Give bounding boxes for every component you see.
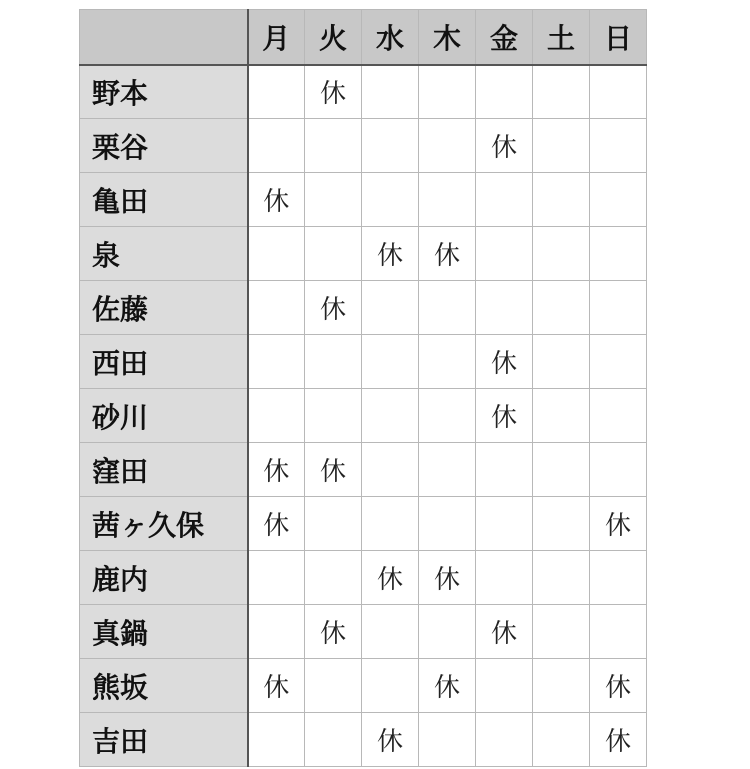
day-off-cell-wed[interactable] bbox=[362, 497, 419, 551]
day-off-cell-tue[interactable] bbox=[305, 389, 362, 443]
corner-cell[interactable] bbox=[80, 10, 248, 65]
day-off-cell-wed[interactable] bbox=[362, 335, 419, 389]
day-off-cell-tue[interactable] bbox=[305, 227, 362, 281]
day-off-cell-sun[interactable] bbox=[590, 443, 647, 497]
employee-name-cell[interactable]: 砂川 bbox=[80, 389, 248, 443]
day-off-cell-wed[interactable] bbox=[362, 65, 419, 119]
employee-name-cell[interactable]: 亀田 bbox=[80, 173, 248, 227]
table-row bbox=[80, 389, 647, 443]
day-off-cell-thu[interactable] bbox=[419, 119, 476, 173]
day-off-cell-fri[interactable] bbox=[476, 281, 533, 335]
day-off-cell-tue[interactable]: 休 bbox=[305, 65, 362, 119]
day-off-cell-sun[interactable] bbox=[590, 335, 647, 389]
day-off-cell-sat[interactable] bbox=[533, 605, 590, 659]
day-off-cell-mon[interactable] bbox=[248, 335, 305, 389]
day-off-cell-thu[interactable]: 休 bbox=[419, 227, 476, 281]
day-off-cell-sat[interactable] bbox=[533, 227, 590, 281]
day-off-cell-fri[interactable] bbox=[476, 65, 533, 119]
day-off-cell-fri[interactable] bbox=[476, 551, 533, 605]
day-off-cell-tue[interactable] bbox=[305, 659, 362, 713]
day-off-cell-mon[interactable] bbox=[248, 281, 305, 335]
day-off-cell-sun[interactable] bbox=[590, 173, 647, 227]
employee-name-cell[interactable]: 茜ヶ久保 bbox=[80, 497, 248, 551]
day-off-cell-thu[interactable] bbox=[419, 281, 476, 335]
day-off-cell-sat[interactable] bbox=[533, 335, 590, 389]
day-off-cell-tue[interactable] bbox=[305, 335, 362, 389]
day-off-cell-thu[interactable] bbox=[419, 65, 476, 119]
employee-name-cell[interactable]: 鹿内 bbox=[80, 551, 248, 605]
day-off-cell-tue[interactable] bbox=[305, 551, 362, 605]
day-off-cell-fri[interactable]: 休 bbox=[476, 335, 533, 389]
table-row bbox=[80, 227, 647, 281]
day-off-cell-thu[interactable] bbox=[419, 497, 476, 551]
day-off-cell-tue[interactable] bbox=[305, 173, 362, 227]
day-off-cell-tue[interactable]: 休 bbox=[305, 281, 362, 335]
day-off-cell-tue[interactable]: 休 bbox=[305, 605, 362, 659]
day-off-cell-sat[interactable] bbox=[533, 65, 590, 119]
day-off-cell-wed[interactable]: 休 bbox=[362, 713, 419, 767]
table-row bbox=[80, 443, 647, 497]
day-off-cell-sat[interactable] bbox=[533, 281, 590, 335]
employee-name-cell[interactable]: 栗谷 bbox=[80, 119, 248, 173]
day-off-cell-thu[interactable] bbox=[419, 713, 476, 767]
day-off-cell-thu[interactable]: 休 bbox=[419, 551, 476, 605]
table-row bbox=[80, 605, 647, 659]
day-off-cell-sun[interactable]: 休 bbox=[590, 659, 647, 713]
table-row bbox=[80, 173, 647, 227]
day-off-cell-fri[interactable] bbox=[476, 173, 533, 227]
day-header-fri[interactable]: 金 bbox=[476, 10, 533, 65]
day-off-cell-wed[interactable] bbox=[362, 659, 419, 713]
day-off-cell-sun[interactable] bbox=[590, 119, 647, 173]
day-off-cell-tue[interactable] bbox=[305, 119, 362, 173]
day-header-sun[interactable]: 日 bbox=[590, 10, 647, 65]
day-off-cell-wed[interactable] bbox=[362, 119, 419, 173]
schedule-table bbox=[79, 9, 647, 767]
day-header-thu[interactable]: 木 bbox=[419, 10, 476, 65]
day-off-cell-mon[interactable]: 休 bbox=[248, 659, 305, 713]
day-off-cell-fri[interactable] bbox=[476, 497, 533, 551]
day-off-cell-tue[interactable] bbox=[305, 497, 362, 551]
day-off-cell-thu[interactable] bbox=[419, 443, 476, 497]
day-off-cell-sun[interactable] bbox=[590, 551, 647, 605]
day-header-sat[interactable]: 土 bbox=[533, 10, 590, 65]
table-row bbox=[80, 281, 647, 335]
table-row bbox=[80, 659, 647, 713]
day-off-cell-mon[interactable]: 休 bbox=[248, 497, 305, 551]
day-off-cell-thu[interactable] bbox=[419, 173, 476, 227]
day-header-mon[interactable]: 月 bbox=[248, 10, 305, 65]
employee-name-cell[interactable]: 窪田 bbox=[80, 443, 248, 497]
day-off-cell-fri[interactable]: 休 bbox=[476, 119, 533, 173]
employee-name-cell[interactable]: 吉田 bbox=[80, 713, 248, 767]
day-off-cell-tue[interactable]: 休 bbox=[305, 443, 362, 497]
day-off-cell-fri[interactable]: 休 bbox=[476, 605, 533, 659]
day-off-cell-sat[interactable] bbox=[533, 173, 590, 227]
day-off-cell-sat[interactable] bbox=[533, 659, 590, 713]
day-off-cell-sat[interactable] bbox=[533, 497, 590, 551]
day-off-cell-sun[interactable] bbox=[590, 227, 647, 281]
table-row bbox=[80, 65, 647, 119]
day-off-cell-wed[interactable]: 休 bbox=[362, 227, 419, 281]
day-off-cell-thu[interactable] bbox=[419, 389, 476, 443]
day-off-cell-thu[interactable] bbox=[419, 605, 476, 659]
day-off-cell-sun[interactable] bbox=[590, 605, 647, 659]
employee-name-cell[interactable]: 泉 bbox=[80, 227, 248, 281]
day-off-cell-fri[interactable] bbox=[476, 227, 533, 281]
day-off-cell-wed[interactable] bbox=[362, 389, 419, 443]
day-off-cell-wed[interactable] bbox=[362, 173, 419, 227]
day-header-tue[interactable]: 火 bbox=[305, 10, 362, 65]
day-off-cell-sun[interactable] bbox=[590, 389, 647, 443]
day-off-cell-thu[interactable] bbox=[419, 335, 476, 389]
day-off-cell-sat[interactable] bbox=[533, 119, 590, 173]
day-off-cell-mon[interactable] bbox=[248, 389, 305, 443]
employee-name-cell[interactable]: 野本 bbox=[80, 65, 248, 119]
table-row bbox=[80, 713, 647, 767]
day-off-cell-sun[interactable] bbox=[590, 65, 647, 119]
day-off-cell-sat[interactable] bbox=[533, 551, 590, 605]
day-off-cell-wed[interactable] bbox=[362, 443, 419, 497]
day-off-cell-wed[interactable] bbox=[362, 605, 419, 659]
table-row bbox=[80, 335, 647, 389]
day-off-cell-mon[interactable] bbox=[248, 65, 305, 119]
day-off-cell-fri[interactable] bbox=[476, 443, 533, 497]
day-off-cell-fri[interactable] bbox=[476, 713, 533, 767]
day-off-cell-mon[interactable] bbox=[248, 713, 305, 767]
employee-name-cell[interactable]: 熊坂 bbox=[80, 659, 248, 713]
day-header-wed[interactable]: 水 bbox=[362, 10, 419, 65]
day-off-cell-sat[interactable] bbox=[533, 389, 590, 443]
header-row bbox=[80, 10, 647, 65]
day-off-cell-mon[interactable]: 休 bbox=[248, 173, 305, 227]
day-off-cell-sat[interactable] bbox=[533, 713, 590, 767]
day-off-cell-mon[interactable] bbox=[248, 551, 305, 605]
day-off-cell-thu[interactable]: 休 bbox=[419, 659, 476, 713]
employee-name-cell[interactable]: 真鍋 bbox=[80, 605, 248, 659]
day-off-cell-fri[interactable] bbox=[476, 659, 533, 713]
day-off-cell-mon[interactable] bbox=[248, 119, 305, 173]
table-row bbox=[80, 551, 647, 605]
day-off-cell-fri[interactable]: 休 bbox=[476, 389, 533, 443]
day-off-cell-sun[interactable]: 休 bbox=[590, 713, 647, 767]
table-row bbox=[80, 119, 647, 173]
day-off-cell-sun[interactable]: 休 bbox=[590, 497, 647, 551]
day-off-cell-mon[interactable]: 休 bbox=[248, 443, 305, 497]
day-off-cell-sat[interactable] bbox=[533, 443, 590, 497]
employee-name-cell[interactable]: 西田 bbox=[80, 335, 248, 389]
table-row bbox=[80, 497, 647, 551]
day-off-cell-wed[interactable]: 休 bbox=[362, 551, 419, 605]
day-off-cell-wed[interactable] bbox=[362, 281, 419, 335]
day-off-cell-mon[interactable] bbox=[248, 227, 305, 281]
day-off-cell-tue[interactable] bbox=[305, 713, 362, 767]
employee-name-cell[interactable]: 佐藤 bbox=[80, 281, 248, 335]
day-off-cell-mon[interactable] bbox=[248, 605, 305, 659]
day-off-cell-sun[interactable] bbox=[590, 281, 647, 335]
